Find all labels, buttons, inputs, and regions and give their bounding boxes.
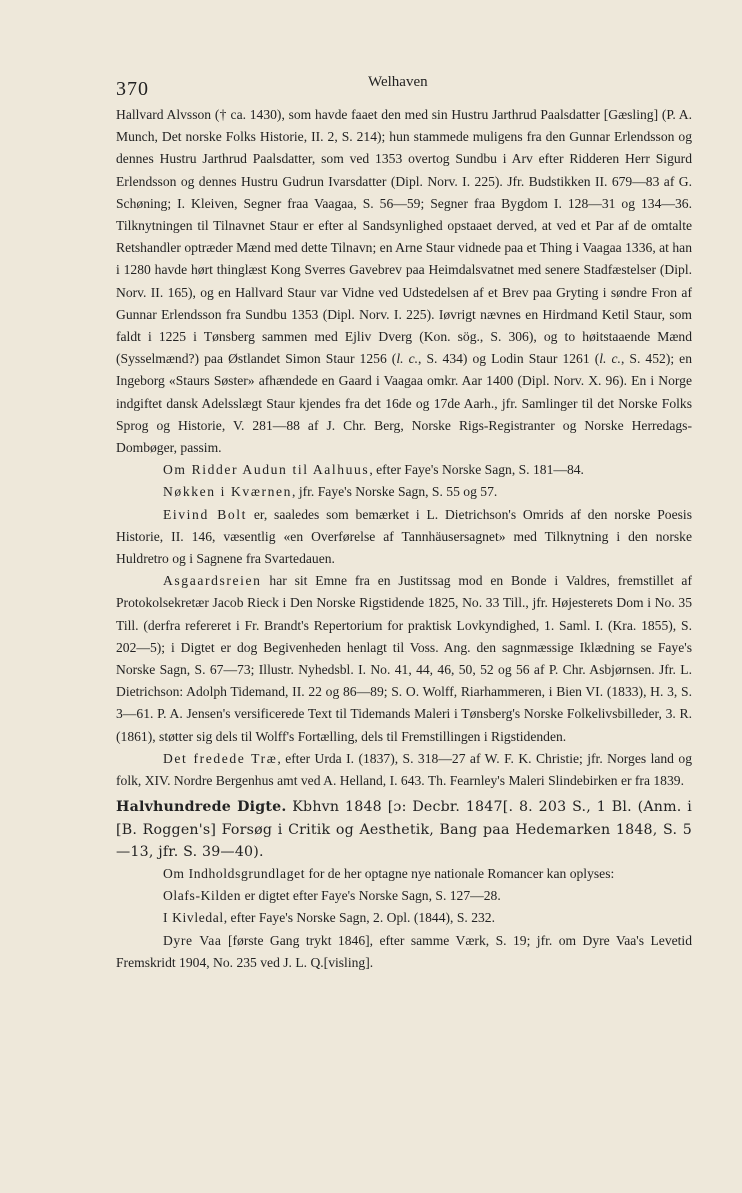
paragraph-text: Hallvard Alvsson († ca. 1430), som havde faaet den med sin Hustru Jarthrud Paalsdatter [Gæsling] (P. A. Munch, Det norske Folks Historie, II. 2, S. 214); hun stammede muligens fra den Gunnar Erlendsson og dennes Hustru Jarthrud Paalsdatter, som ved 1353 overtog Sundbu i Arv efter Ridderen Herr Sigurd Erlendsson og dennes Hustru Gudrun Ivarsdatter (Dipl. Norv. I. 225). Jfr. Budstikken II. 679—83 af G. Schøning; I. Kleiven, Segner fraa Vaagaa, S. 56—59; Segner fraa Bygdom I. 128—31 og 134—36. Tilknytningen til Tilnavnet Staur er efter al Sandsynlighed opstaaet derved, at ved et Par af de omtalte Retshandler optræder Mænd med dette Tilnavn; en Arne Staur vidnede paa et Thing i Vaagaa 1336, at han i 1280 havde hørt thinglæst Kong Sverres Gavebrev paa Heimdalsvatnet med senere Stadfæstelser (Dipl. Norv. II. 165), og en Hallvard Staur var Vidne ved Udstedelsen af et Brev paa Gryting i søndre Fron af Gunnar Erlendsson fra Sundbu 1353 (Dipl. Norv. I. 225). Iøvrigt nævnes en Hirdmand Ketil Staur, som faldt i 1225 i Tønsberg sammen med Ejliv Dverg (Kon. sög., S. 306), og to høitstaaende Mænd (Sysselmænd?) paa Østlandet Simon Staur 1256 ( <box>116 107 692 367</box>
paragraph-eivind-bolt <box>116 504 692 571</box>
paragraph-fredede-trae <box>116 748 692 792</box>
paragraph-text: , S. 434) og Lodin Staur 1261 ( <box>418 351 600 367</box>
paragraph-nokken <box>116 481 692 503</box>
paragraph-text: har sit Emne fra en Justitssag mod en Bonde i Valdres, fremstillet af Protokolsekretær Jacob Rieck i Den Norske Rigstidende 1825, No. 33 Till., jfr. Højesterets Dom i No. 35 Till. (derfra refereret i Fr. Brandt's Repertorium for praktisk Lovkyndighed, 1. Saml. I. (Kra. 1855), S. 202—5); i Digtet er dog Begivenheden henlagt til Voss. Ang. den sagnmæssige Iklædning se Faye's Norske Sagn, S. 67—73; Illustr. Nyhedsbl. I. No. 41, 44, 46, 50, 52 og 56 af P. Chr. Asbjørnsen. Jfr. L. Dietrichson: Adolph Tidemand, II. 22 og 86—89; S. O. Wolff, Riarhammeren, i Bien VI. (1833), H. 3, S. 3—61. P. A. Jensen's versificerede Text til Tidemands Maleri i Tønsberg's Norske Folkelivsbilleder, 3. R. (1861), støtter sig dels til Wolff's Fortælling, dels til Fremstillingen i Rigstidenden. <box>116 573 692 744</box>
italic-ref: l. c. <box>396 351 419 367</box>
paragraph-staur-notes <box>116 104 692 459</box>
paragraph-kivledal <box>116 907 692 929</box>
paragraph-text: er, saaledes som bemærket i L. Dietrichson's Omrids af den norske Poesis Historie, II. 146, væsentlig «en Overførelse af Tannhäusersagnet» med Tilknytning i den norske Huldretro og i Sagnene fra Svartedauen. <box>116 506 692 567</box>
paragraph-text: , efter Faye's Norske Sagn, 2. Opl. (1844), S. 232. <box>223 910 495 926</box>
paragraph-text: er digtet efter Faye's Norske Sagn, S. 127—28. <box>241 888 501 904</box>
poem-title: I Kivledal <box>163 910 224 926</box>
paragraph-olafs-kilden <box>116 885 692 907</box>
paragraph-text: , efter Urda I. (1837), S. 318—27 af W. F. K. Christie; jfr. Norges land og folk, XIV. Nordre Bergenhus amt ved A. Helland, I. 643. Th. Fearnley's Maleri Slindebirken er fra 1839. <box>116 750 692 789</box>
paragraph-ridder-audun <box>116 459 692 481</box>
poem-title: Olafs-Kilden <box>163 888 242 904</box>
italic-ref: l. c. <box>599 351 621 367</box>
book-title: Halvhundrede Digte. <box>116 799 287 816</box>
poem-title: Nøkken i Kværnen <box>163 484 293 500</box>
paragraph-asgaardsreien <box>116 570 692 748</box>
poem-title: Eivind Bolt <box>163 506 248 522</box>
poem-title: Det fredede Træ <box>163 750 278 766</box>
bibliographic-entry: Kbhvn 1848 [ɔ: Decbr. 1847[. 8. 203 S., 1 Bl. (Anm. i [B. Roggen's] Forsøg i Critik og Aesthetik, Bang paa Hedemarken 1848, S. 5—13, jfr. S. 39—40). <box>116 799 692 860</box>
section-lead: Om Indholdsgrundlaget <box>163 865 306 881</box>
paragraph-text: for de her optagne nye nationale Romancer kan oplyses: <box>305 865 615 881</box>
paragraph-text: , efter Faye's Norske Sagn, S. 181—84. <box>369 462 584 478</box>
paragraph-halvhundrede-digte <box>116 796 692 863</box>
page-header <box>116 74 690 98</box>
poem-title: Dyre Vaa <box>163 932 222 948</box>
paragraph-dyre-vaa <box>116 930 692 974</box>
paragraph-indholdsgrundlag <box>116 863 692 885</box>
running-head: Welhaven <box>368 74 428 90</box>
paragraph-text: , S. 452); en Ingeborg «Staurs Søster» afhændede en Gaard i Vaagaa omkr. Aar 1400 (Dipl. Norv. X. 96). En i Norge indgiftet dansk Adelsslægt Staur kjendes fra det 16de og 17de Aarh., jfr. Samlinger til det Norske Folks Sprog og Historie, V. 281—88 af J. Chr. Berg, Norske Rigs-Registranter og Norske Herredags-Dombøger, passim. <box>116 351 693 456</box>
paragraph-text: [første Gang trykt 1846], efter samme Værk, S. 19; jfr. om Dyre Vaa's Levetid Fremskridt 1904, No. 235 ved J. L. Q.[visling]. <box>116 932 692 970</box>
poem-title: Om Ridder Audun til Aalhuus <box>163 462 370 478</box>
poem-title: Asgaardsreien <box>163 573 262 589</box>
page-body <box>116 104 692 974</box>
paragraph-text: , jfr. Faye's Norske Sagn, S. 55 og 57. <box>292 484 498 500</box>
page-number: 370 <box>116 78 149 100</box>
